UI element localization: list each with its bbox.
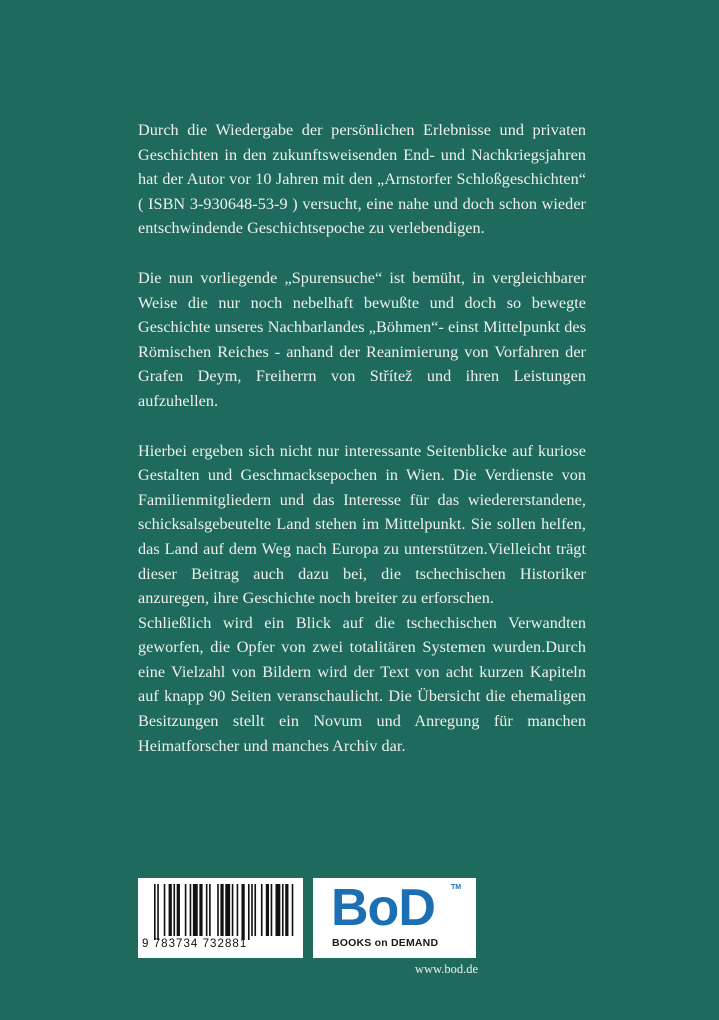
publisher-logo [313,878,476,958]
barcode-bar [185,884,187,936]
barcode-bar [199,884,202,936]
barcode-bar [241,884,244,940]
publisher-website: www.bod.de [414,962,478,976]
blurb-paragraph-4: Schließlich wird ein Blick auf die tschechischen Verwandten geworfen, die Opfer von zwei totalitären Systemen wurden.Durch eine Vielzahl von Bildern wird der Text von acht kurzen Kapiteln auf knapp 90 Seiten veranschaulicht. Die Übersicht die ehemaligen Besitzungen stellt ein Novum und Anregung für manchen Heimatforscher und manches Archiv dar. [138,613,586,755]
barcode-bar [190,884,192,936]
barcode-bar [220,884,223,936]
blurb-paragraph-2: Die nun vorliegende „Spurensuche“ ist bemüht, in vergleichbarer Weise die nur noch nebelhaft bewußte und doch so bewegte Geschichte unseres Nachbarlandes „Böhmen“- einst Mittelpunkt des Römischen Reiches - anhand der Reanimierung von Vorfahren der Grafen Deym, Freiherrn von Střítež und ihren Leistungen aufzuhellen. [138,268,586,410]
barcode-bar [248,884,250,940]
blurb-paragraph-3: Hierbei ergeben sich nicht nur interessante Seitenblicke auf kuriose Gestalten und Geschmacksepochen in Wien. Die Verdienste von Familienmitgliedern und das Interesse für das wiedererstandene, schicksalsgebeutelte Land stehen im Mittelpunkt. Sie sollen helfen, das Land auf dem Weg nach Europa zu unterstützen.Vielleicht trägt dieser Beitrag auch dazu bei, die tschechischen Historiker anzuregen, ihre Geschichte noch breiter zu erforschen. [138,441,586,608]
barcode-bars [154,884,296,940]
barcode-bar [157,884,159,940]
barcode-bar [237,884,239,936]
barcode-bar [206,884,208,936]
trademark-mark: TM [451,884,462,891]
barcode-bar [232,884,234,936]
barcode-bar [251,884,253,936]
barcode-bar [193,884,198,936]
barcode-bar [154,884,156,940]
barcode-bar [217,884,219,936]
barcode-bar [276,884,281,936]
barcode-bar [209,884,211,936]
barcode-bar [177,884,180,936]
bod-tagline: BOOKS on DEMAND [332,937,439,949]
isbn-barcode [138,878,303,958]
blurb-paragraph-1: Durch die Wiedergabe der persönlichen Erlebnisse und privaten Geschichten in den zukunftsweisenden End- und Nachkriegsjahren hat der Autor vor 10 Jahren mit den „Arnstorfer Schloßgeschichten“ ( ISBN 3-930648-53-9 ) versucht, eine nahe und doch schon wieder entschwindende Geschichtsepoche zu verlebendigen. [138,121,586,238]
barcode-bar [173,884,175,936]
bod-wordmark: BoD [331,879,435,937]
barcode-bar [266,884,269,936]
barcode-bar [164,884,166,936]
back-cover-blurb [138,118,586,758]
barcode-number: 9 783734 732881 [142,938,248,950]
barcode-bar [169,884,172,936]
barcode-bar [254,884,256,936]
barcode-bar [282,884,284,936]
barcode-bar [285,884,288,936]
barcode-bar [225,884,230,936]
barcode-bar [271,884,273,936]
barcode-bar [261,884,263,936]
barcode-bar [292,884,294,936]
